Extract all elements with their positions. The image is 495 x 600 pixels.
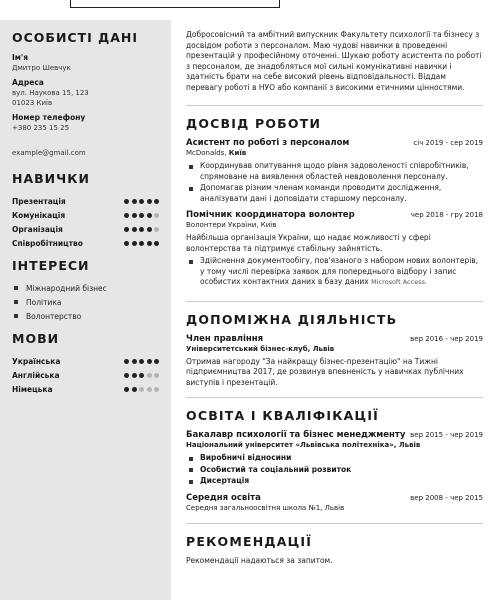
- job-bullet-note: Microsoft Access.: [371, 278, 428, 286]
- interests-list: [12, 281, 159, 323]
- language-row-label: Німецька: [12, 384, 53, 394]
- interest-label: Політика: [26, 297, 62, 307]
- rating-dot-filled: [147, 213, 152, 218]
- address-line-1: вул. Наукова 15, 123: [12, 89, 89, 97]
- rating-dot-filled: [139, 213, 144, 218]
- rating-dot-filled: [147, 227, 152, 232]
- interest-label: Волонтерство: [26, 311, 82, 321]
- languages-heading: МОВИ: [12, 331, 60, 346]
- rating-dot-filled: [132, 241, 137, 246]
- language-row: [12, 368, 159, 382]
- rating-dot-filled: [124, 227, 129, 232]
- rating-dot-empty: [147, 373, 152, 378]
- address-block: [12, 78, 159, 108]
- job-org-name: McDonalds,: [186, 149, 229, 157]
- personal-heading: ОСОБИСТІ ДАНІ: [12, 30, 139, 45]
- references-heading: РЕКОМЕНДАЦІЇ: [186, 533, 313, 549]
- page-top: [0, 0, 495, 20]
- references-section: [186, 534, 483, 576]
- rating-dot-filled: [132, 227, 137, 232]
- skill-row-label: Організація: [12, 224, 63, 234]
- rating-dot-filled: [132, 213, 137, 218]
- rating-dot-filled: [139, 227, 144, 232]
- job-bullet: Координував опитування щодо рівня задоволеності співробітників, спрямоване на виявлення областей невдоволення персоналу.: [186, 161, 483, 182]
- activity-header: [186, 334, 483, 344]
- education-section: [186, 408, 483, 524]
- experience-section: [186, 116, 483, 302]
- skill-row: [12, 208, 159, 222]
- phone-label: Номер телефону: [12, 113, 86, 122]
- activity-title: Член правління: [186, 333, 264, 344]
- rating-dots: [124, 241, 159, 246]
- header-frame: [70, 0, 280, 8]
- references-text: Рекомендації надаються за запитом.: [186, 555, 333, 565]
- rating-dot-filled: [132, 387, 137, 392]
- skill-row: [12, 222, 159, 236]
- rating-dot-filled: [124, 213, 129, 218]
- languages-list: [12, 354, 159, 396]
- degree-module: Виробничі відносини: [186, 453, 483, 464]
- job-bullet: Допомагав різним членам команди проводити дослідження, аналізувати дані і доповідати старшому персоналу.: [186, 183, 483, 204]
- degree-date: вер 2008 - чер 2015: [410, 493, 483, 502]
- main-content: [171, 20, 495, 600]
- degree-institution: Середня загальноосвітня школа №1, Львів: [186, 503, 345, 512]
- rating-dots: [124, 213, 159, 218]
- square-bullet-icon: [14, 314, 18, 318]
- language-row-label: Українська: [12, 356, 61, 366]
- degree-institution: Національний університет «Львівська політехніка», Львів: [186, 441, 421, 449]
- rating-dot-empty: [154, 387, 159, 392]
- rating-dot-filled: [139, 373, 144, 378]
- rating-dot-filled: [154, 241, 159, 246]
- square-bullet-icon: [14, 286, 18, 290]
- degree-module: Особистий та соціальний розвиток: [186, 465, 483, 476]
- rating-dot-filled: [154, 359, 159, 364]
- rating-dot-filled: [147, 359, 152, 364]
- skills-list: [12, 194, 159, 250]
- activity-date: вер 2016 - чер 2019: [410, 334, 483, 343]
- rating-dot-filled: [147, 241, 152, 246]
- degree-modules: [186, 453, 483, 487]
- rating-dot-filled: [139, 241, 144, 246]
- activities-heading: ДОПОМІЖНА ДІЯЛЬНІСТЬ: [186, 311, 398, 327]
- interest-item: [12, 309, 159, 323]
- profile-summary: Добросовісний та амбітний випускник Факультету психології та бізнесу з досвідом роботи з персоналом. Маю чудові навички в проведенні презентацій у професійному оточенні. Шукаю роботу асистента по роботі з персоналом, де знадобляться мої сильні комунікативні навички і здатність брати на себе високий рівень відповідальності. Віддам перевагу роботі в НУО або компанії з високими етичними цінностями.: [186, 30, 483, 106]
- skill-row-label: Презентація: [12, 196, 66, 206]
- job-date: чер 2018 - гру 2018: [410, 211, 483, 219]
- phone-value: +380 235 15 25: [12, 124, 70, 132]
- name-block: [12, 53, 159, 73]
- rating-dot-filled: [124, 359, 129, 364]
- job-bullet: [186, 256, 483, 288]
- skill-row-label: Комунікація: [12, 210, 66, 220]
- activity-description: Отримав нагороду "За найкращу бізнес-презентацію" на Тижні підприємництва 2017, де розвинув впевненість у навичках публічних виступів і презентацій.: [186, 356, 464, 387]
- degree-title: Середня освіта: [186, 492, 261, 503]
- job-date: січ 2019 - сер 2019: [413, 139, 483, 147]
- skill-row-label: Співробітництво: [12, 238, 83, 248]
- rating-dot-filled: [147, 199, 152, 204]
- rating-dot-empty: [139, 387, 144, 392]
- address-label: Адреса: [12, 78, 44, 87]
- degree-date: вер 2015 - чер 2019: [410, 431, 483, 439]
- job-entry: [186, 138, 483, 204]
- skills-heading: НАВИЧКИ: [12, 171, 90, 186]
- rating-dots: [124, 227, 159, 232]
- email-value: example@gmail.com: [12, 149, 86, 157]
- activity-organization: Університетський бізнес-клуб, Львів: [186, 344, 335, 353]
- rating-dots: [124, 359, 159, 364]
- experience-heading: ДОСВІД РОБОТИ: [186, 116, 322, 131]
- degree-header: [186, 430, 483, 440]
- job-bullets: [186, 161, 483, 204]
- rating-dot-filled: [124, 241, 129, 246]
- name-value: Дмитро Шевчук: [12, 64, 71, 72]
- job-title: Помічник координатора волонтер: [186, 210, 355, 220]
- skill-row: [12, 194, 159, 208]
- interests-heading: ІНТЕРЕСИ: [12, 258, 90, 273]
- rating-dots: [124, 387, 159, 392]
- rating-dot-filled: [132, 359, 137, 364]
- rating-dot-empty: [154, 373, 159, 378]
- language-row: [12, 382, 159, 396]
- rating-dot-filled: [124, 373, 129, 378]
- skill-row: [12, 236, 159, 250]
- rating-dot-filled: [139, 199, 144, 204]
- interest-item: [12, 295, 159, 309]
- job-bullets: [186, 256, 483, 288]
- job-description: Найбільша організація України, що надає можливості у сфері волонтерства та підтримує стабільну зайнятість.: [186, 233, 431, 253]
- language-row-label: Англійська: [12, 370, 60, 380]
- degree-header: [186, 493, 483, 503]
- education-heading: ОСВІТА І КВАЛІФІКАЦІЇ: [186, 408, 380, 423]
- interest-item: [12, 281, 159, 295]
- rating-dot-empty: [154, 213, 159, 218]
- rating-dot-filled: [132, 373, 137, 378]
- rating-dot-filled: [154, 199, 159, 204]
- degree-module: Дисертація: [186, 476, 483, 487]
- degree-title: Бакалавр психології та бізнес менеджменту: [186, 430, 406, 440]
- address-line-2: 01023 Київ: [12, 99, 53, 107]
- rating-dot-empty: [154, 227, 159, 232]
- activities-section: [186, 312, 483, 399]
- job-organization: Волонтери України, Київ: [186, 221, 277, 229]
- rating-dot-empty: [147, 387, 152, 392]
- job-entry: [186, 210, 483, 288]
- job-bullet-text: Здійснення документообігу, пов'язаного з набором нових волонтерів, у тому числі перевірка заявок для попереднього відбору і запис особистих контактних даних в базу даних: [200, 256, 479, 286]
- square-bullet-icon: [14, 300, 18, 304]
- job-header: [186, 210, 483, 220]
- rating-dot-filled: [124, 387, 129, 392]
- rating-dots: [124, 199, 159, 204]
- rating-dot-filled: [139, 359, 144, 364]
- sidebar: [0, 20, 171, 600]
- job-organization: [186, 149, 483, 157]
- rating-dot-filled: [124, 199, 129, 204]
- name-label: Ім'я: [12, 53, 29, 62]
- job-title: Асистент по роботі з персоналом: [186, 138, 350, 148]
- language-row: [12, 354, 159, 368]
- rating-dot-filled: [132, 199, 137, 204]
- interest-label: Міжнародний бізнес: [26, 283, 107, 293]
- phone-block: [12, 113, 159, 133]
- job-header: [186, 138, 483, 148]
- rating-dots: [124, 373, 159, 378]
- job-org-city: Київ: [228, 149, 247, 157]
